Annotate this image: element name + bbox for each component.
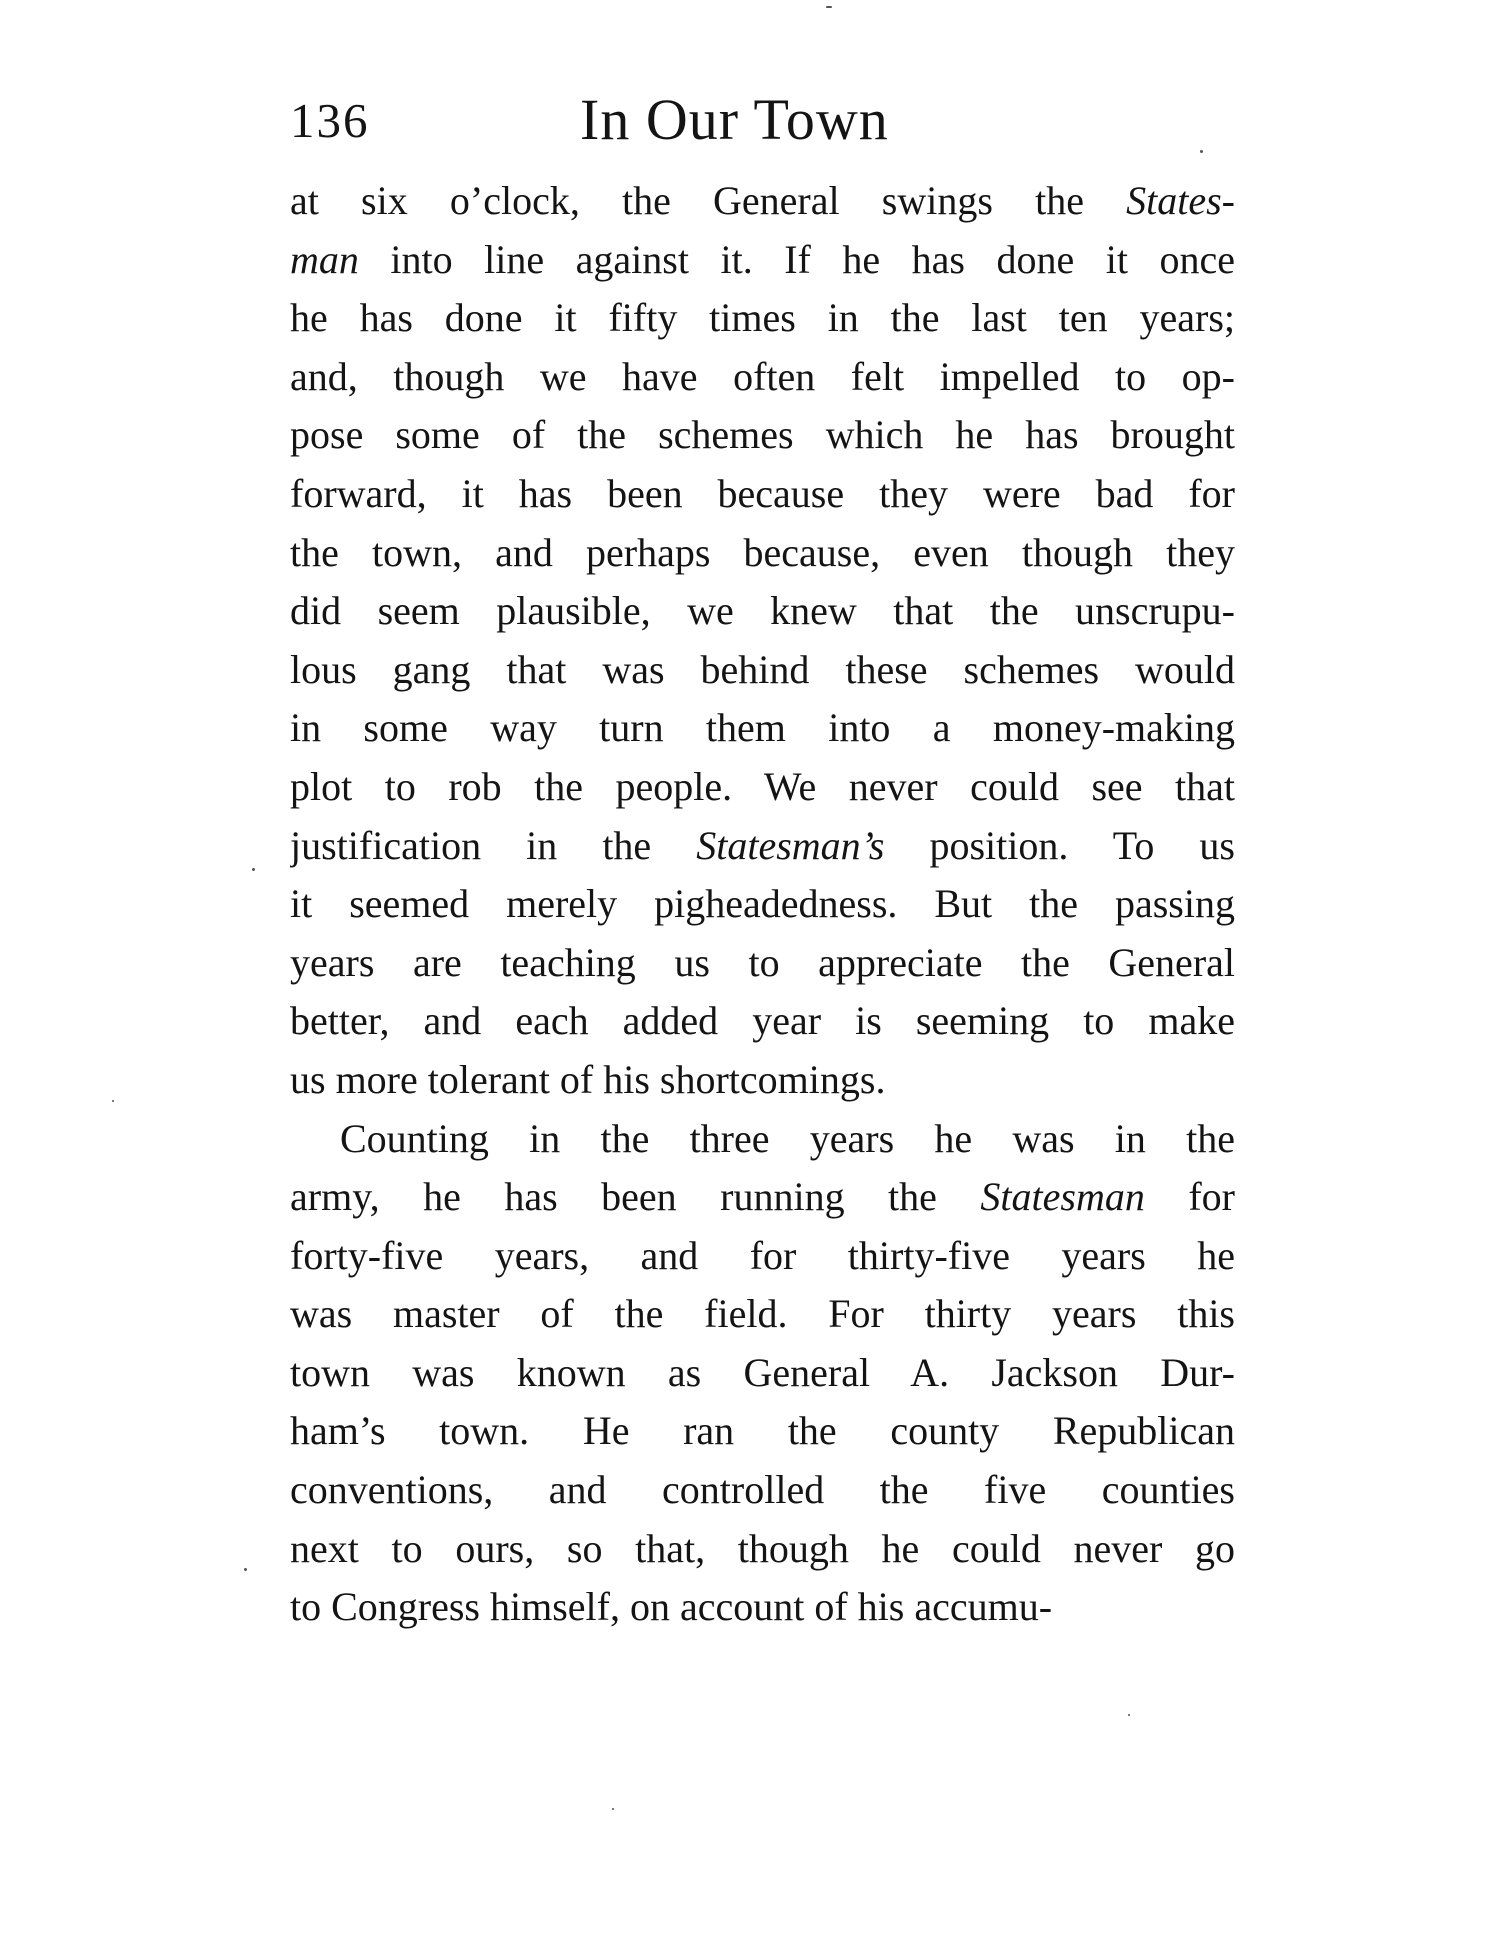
text-line xyxy=(290,582,1235,641)
text-run: conventions, and controlled the five counties xyxy=(290,1467,1235,1513)
text-run: position. To us xyxy=(884,822,1235,868)
text-line xyxy=(290,758,1235,817)
text-run: lous gang that was behind these schemes would xyxy=(290,646,1235,692)
text-run: did seem plausible, we knew that the unscrupu- xyxy=(290,588,1235,634)
text-run: army, he has been running the xyxy=(290,1174,981,1220)
text-run: forty-five years, and for thirty-five years he xyxy=(290,1232,1235,1278)
text-line xyxy=(290,699,1235,758)
text-line xyxy=(290,1168,1235,1227)
text-line xyxy=(290,465,1235,524)
scan-speck xyxy=(252,868,255,871)
text-line xyxy=(290,1110,1235,1169)
body-text xyxy=(290,172,1235,1637)
text-line xyxy=(290,1285,1235,1344)
text-line xyxy=(290,172,1235,231)
text-run: he has done it fifty times in the last ten years; xyxy=(290,295,1235,341)
text-run: town was known as General A. Jackson Dur- xyxy=(290,1349,1235,1395)
text-run: ham’s town. He ran the county Republican xyxy=(290,1408,1235,1454)
text-run: for xyxy=(1144,1174,1235,1220)
text-run: Counting in the three years he was in the xyxy=(340,1115,1235,1161)
italic-text: States- xyxy=(1126,178,1235,223)
text-run: the town, and perhaps because, even though they xyxy=(290,529,1235,575)
text-line xyxy=(290,875,1235,934)
scan-speck xyxy=(826,6,832,8)
text-run: justification in the xyxy=(290,822,697,868)
page-number: 136 xyxy=(290,93,370,148)
text-line xyxy=(290,348,1235,407)
text-run: to Congress himself, on account of his accumu- xyxy=(290,1584,1053,1630)
paragraph xyxy=(290,172,1235,1110)
text-run: better, and each added year is seeming to make xyxy=(290,998,1235,1044)
text-line xyxy=(290,992,1235,1051)
scan-speck xyxy=(112,1100,114,1102)
text-line xyxy=(290,524,1235,583)
text-line xyxy=(290,289,1235,348)
text-run: plot to rob the people. We never could see that xyxy=(290,763,1235,809)
text-run: years are teaching us to appreciate the General xyxy=(290,939,1235,985)
text-run: at six o’clock, the General swings the xyxy=(290,178,1127,223)
text-run: into line against it. If he has done it once xyxy=(358,236,1235,282)
text-run: was master of the field. For thirty years this xyxy=(290,1291,1235,1337)
text-run: forward, it has been because they were bad for xyxy=(290,470,1235,516)
scan-speck xyxy=(244,1568,247,1571)
text-line xyxy=(290,1051,1235,1110)
scan-speck xyxy=(612,1808,614,1810)
text-run: and, though we have often felt impelled to op- xyxy=(290,353,1235,399)
running-header xyxy=(290,86,1235,166)
text-run: it seemed merely pigheadedness. But the passing xyxy=(290,881,1235,927)
text-line xyxy=(290,1461,1235,1520)
text-line xyxy=(290,231,1235,290)
scan-speck xyxy=(1200,150,1203,153)
text-line xyxy=(290,934,1235,993)
text-line xyxy=(290,406,1235,465)
text-line xyxy=(290,817,1235,876)
paragraph xyxy=(290,1110,1235,1637)
text-line xyxy=(290,1402,1235,1461)
text-run: us more tolerant of his shortcomings. xyxy=(290,1056,886,1102)
scan-speck xyxy=(1128,1714,1130,1716)
text-run: in some way turn them into a money-making xyxy=(290,705,1235,751)
italic-text: Statesman xyxy=(980,1174,1145,1220)
italic-text: Statesman’s xyxy=(696,822,885,868)
text-line xyxy=(290,1227,1235,1286)
text-line xyxy=(290,641,1235,700)
text-run: pose some of the schemes which he has brought xyxy=(290,412,1235,458)
text-line xyxy=(290,1520,1235,1579)
italic-text: man xyxy=(290,236,359,282)
text-line xyxy=(290,1344,1235,1403)
running-title: In Our Town xyxy=(580,87,889,152)
text-run: next to ours, so that, though he could never go xyxy=(290,1525,1235,1571)
text-line xyxy=(290,1578,1235,1637)
